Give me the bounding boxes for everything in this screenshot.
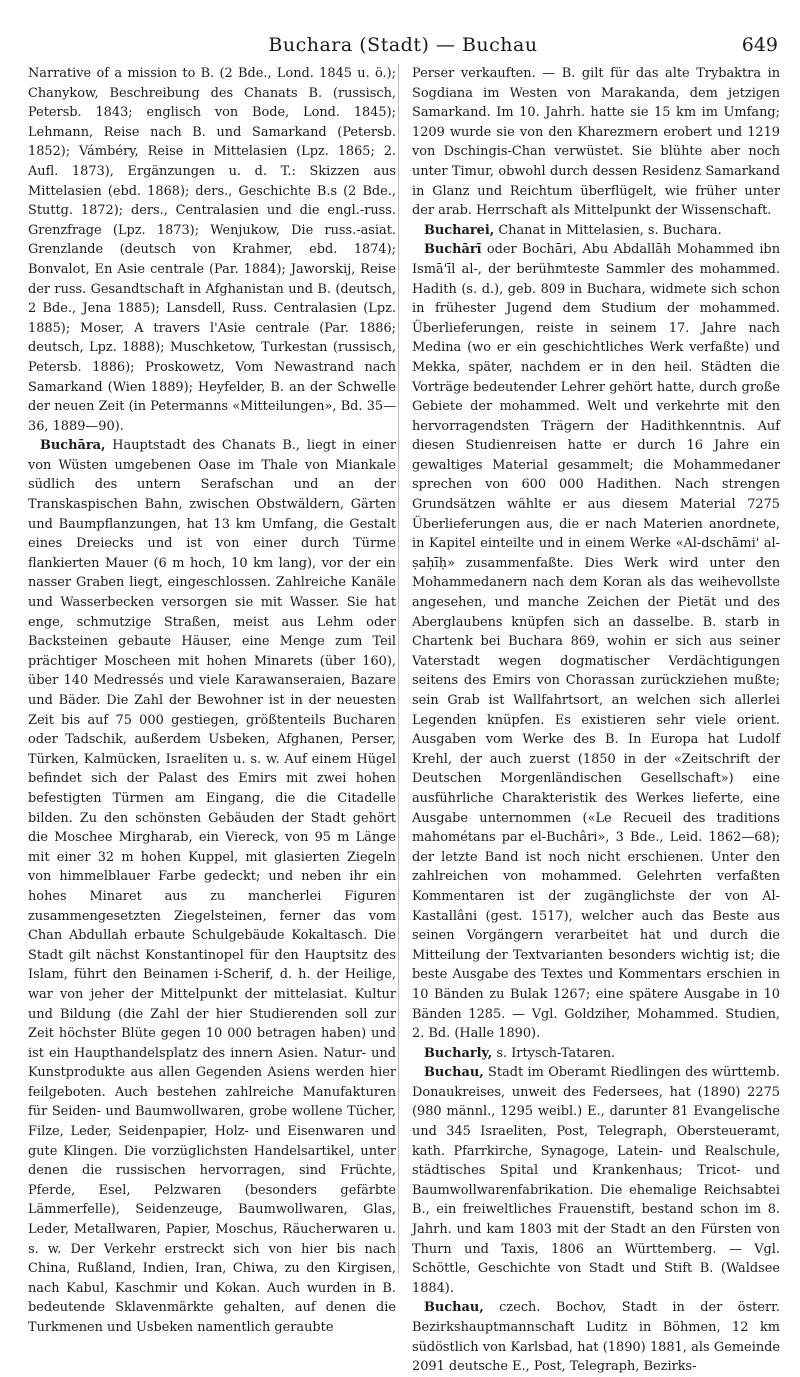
bibliography-paragraph: Narrative of a mission to B. (2 Bde., Lond. 1845 u. ö.); Chanykow, Beschreibung des Chanats B. (russisch, Petersb. 1843; englisch von Bode, Lond. 1845); Lehmann, Reise nach B. und Samarkand (Petersb. 1852); Vámbéry, Reise in Mittelasien (Lpz. 1865; 2. Aufl. 1873), Ergänzungen u. d. T.: Skizzen aus Mittelasien (ebd. 1868); ders., Geschichte B.s (2 Bde., Stuttg. 1872); ders., Centralasien und die engl.-russ. Grenzfrage (Lpz. 1873); Wenjukow, Die russ.-asiat. Grenzlande (deutsch von Krahmer, ebd. 1874); Bonvalot, En Asie centrale (Par. 1884); Jaworskij, Reise der russ. Gesandtschaft in Afghanistan und B. (deutsch, 2 Bde., Jena 1885); Lansdell, Russ. Centralasien (Lpz. 1885); Moser, A travers l'Asie centrale (Par. 1886; deutsch, Lpz. 1888); Muschketow, Turkestan (russisch, Petersb. 1886); Proskowetz, Vom Newastrand nach Samarkand (Wien 1889); Heyfelder, B. an der Schwelle der neuen Zeit (in Petermanns «Mitteilungen», Bd. 35—36, 1889—90). — [28, 66, 396, 434]
entry-text: Chanat in Mittelasien, s. Buchara. — [494, 222, 722, 238]
headword: Buchārī — [424, 242, 482, 258]
entry-buchari — [412, 240, 780, 1043]
entry-bucharei — [412, 221, 780, 241]
headword: Bucharly, — [424, 1045, 493, 1061]
entry-buchau-boehmen — [412, 1298, 780, 1376]
entry-buchau-wuerttemberg — [412, 1063, 780, 1298]
right-column — [412, 64, 780, 1377]
headword: Buchau, — [424, 1300, 484, 1316]
entry-buchara — [28, 436, 396, 1337]
continuation-paragraph: Perser verkauften. — B. gilt für das alte Trybaktra in Sogdiana im Westen von Marakanda, dem jetzigen Samarkand. Im 10. Jahrh. hatte sie 15 km im Umfang; 1209 wurde sie von den Kharezmern erobert und 1219 von Dschingis-Chan verwüstet. Sie blühte aber noch unter Timur, obwohl durch dessen Residenz Samarkand in Glanz und Reichtum überflügelt, wie früher unter der arab. Herrschaft als Mittelpunkt der Wissenschaft. — [412, 66, 780, 219]
page-header — [28, 26, 778, 62]
entry-text: oder Bochāri, Abu Abdallāh Mohammed ibn Ismā'īl al-, der berühmteste Sammler des mohammed. Hadith (s. d.), geb. 809 in Buchara, widmete sich schon in frühester Jugend dem Studium der mohammed. Überlieferungen, reiste in seinem 17. Jahre nach Medina (wo er ein geschichtliches Werk verfaßte) und Mekka, später, nachdem er in den heil. Städten die Vorträge bedeutender Lehrer gehört hatte, durch große Gebiete der mohammed. Welt und verkehrte mit den hervorragendsten Trägern der Hadithkenntnis. Auf diesen Studienreisen hatte er durch 16 Jahre ein gewaltiges Material gesammelt; die Mohammedaner sprechen von 600 000 Hadithen. Nach strengen Grundsätzen wählte er aus diesem Material 7275 Überlieferungen aus, die er nach Materien anordnete, in Kapitel einteilte und in einem Werke «Al-dschāmi' al-ṣaḥīḥ» zusammenfaßte. Dies Werk wird unter den Mohammedanern nach dem Koran als das weihevollste angesehen, und manche Zeichen der Pietät und des Aberglaubens knüpfen sich an dasselbe. B. starb in Chartenk bei Buchara 869, wohin er sich aus seiner Vaterstadt wegen dogmatischer Verdächtigungen seitens des Emirs von Chorassan zurückziehen mußte; sein Grab ist Wallfahrtsort, an welchen sich allerlei Legenden knüpfen. Es existieren sehr viele orient. Ausgaben vom Werke des B. In Europa hat Ludolf Krehl, der auch zuerst (1850 in der «Zeitschrift der Deutschen Morgenländischen Gesellschaft») eine ausführliche Charakteristik des Werkes lieferte, eine Ausgabe unternommen («Le Recueil des traditions mahométans par el-Buchâri», 3 Bde., Leid. 1862—68); der letzte Band ist noch nicht erschienen. Unter den zahlreichen von mohammed. Gelehrten verfaßten Kommentaren ist der zugänglichste der von Al-Kastallâni (gest. 1517), welcher auch das Beste aus seinen Vorgängern verarbeitet hat und durch die Mitteilung der Textvarianten besonders wichtig ist; die beste Ausgabe des Textes und Kommentars erschien in 10 Bänden zu Bulak 1267; eine spätere Ausgabe in 10 Bänden 1285. — Vgl. Goldziher, Mohammed. Studien, 2. Bd. (Halle 1890). — [412, 242, 780, 1042]
entry-text: Hauptstadt des Chanats B., liegt in einer von Wüsten umgebenen Oase im Thale von Miankale südlich des untern Serafschan und an der Transkaspischen Bahn, zwischen Obstwäldern, Gärten und Baumpflanzungen, hat 13 km Umfang, die Gestalt eines Dreiecks und ist von einer durch Türme flankierten Mauer (6 m hoch, 10 km lang), vor der ein nasser Graben liegt, eingeschlossen. Zahlreiche Kanäle und Wasserbecken versorgen sie mit Wasser. Sie hat enge, schmutzige Straßen, meist aus Lehm oder Backsteinen gebaute Häuser, eine Menge zum Teil prächtiger Moscheen mit hohen Minarets (über 160), über 140 Medressés und viele Karawanseraien, Bazare und Bäder. Die Zahl der Bewohner ist in der neuesten Zeit bis auf 75 000 gestiegen, größtenteils Bucharen oder Tadschik, außerdem Usbeken, Afghanen, Perser, Türken, Kalmücken, Israeliten u. s. w. Auf einem Hügel befindet sich der Palast des Emirs mit zwei hohen befestigten Türmen am Eingang, die die Citadelle bilden. Zu den schönsten Gebäuden der Stadt gehört die Moschee Mirgharab, ein Viereck, von 95 m Länge mit einer 32 m hohen Kuppel, mit glasierten Ziegeln von himmelblauer Farbe gedeckt; und neben ihr ein hohes Minaret aus zu mancherlei Figuren zusammengesetzten Ziegelsteinen, ferner das vom Chan Abdullah erbaute Schulgebäude Kokaltasch. Die Stadt gilt nächst Konstantinopel für den Hauptsitz des Islam, führt den Beinamen i-Scherif, d. h. der Heilige, war von jeher der Mittelpunkt der mittelasiat. Kultur und Bildung (die Zahl der hier Studierenden soll zur Zeit höchster Blüte gegen 10 000 betragen haben) und ist ein Haupthandelsplatz des innern Asien. Natur- und Kunstprodukte aus allen Gegenden Asiens werden hier feilgeboten. Auch bestehen zahlreiche Manufakturen für Seiden- und Baumwollwaren, grobe wollene Tücher, Filze, Leder, Seidenpapier, Holz- und Eisenwaren und gute Klingen. Die vorzüglichsten Handelsartikel, unter denen die russischen hervorragen, sind Früchte, Pferde, Esel, Pelzwaren (besonders gefärbte Lämmerfelle), Seidenzeuge, Baumwollwaren, Glas, Leder, Metallwaren, Papier, Moschus, Räucherwaren u. s. w. Der Verkehr erstreckt sich von hier bis nach China, Rußland, Indien, Iran, Chiwa, zu den Kirgisen, nach Kabul, Kaschmir und Kokan. Auch wurden in B. bedeutende Sklavenmärkte gehalten, auf denen die Turkmenen und Usbeken namentlich geraubte — [28, 438, 396, 1335]
entry-bucharly — [412, 1044, 780, 1064]
running-title: Buchara (Stadt) — Buchau — [268, 34, 538, 56]
column-divider — [398, 64, 399, 1274]
headword: Buchau, — [424, 1065, 484, 1081]
entry-text: s. Irtysch-Tataren. — [492, 1045, 616, 1061]
headword: Bucharei, — [424, 222, 495, 238]
entry-text: Stadt im Oberamt Riedlingen des württemb. Donaukreises, unweit des Federsees, hat (1890) 2275 (980 männl., 1295 weibl.) E., darunter 81 Evangelische und 345 Israeliten, Post, Telegraph, Obersteueramt, kath. Pfarrkirche, Synagoge, Latein- und Realschule, städtisches Spital und Krankenhaus; Tricot- und Baumwollwarenfabrikation. Die ehemalige Reichsabtei B., ein freiweltliches Frauenstift, bestand schon im 8. Jahrh. und kam 1803 mit der Stadt an den Fürsten von Thurn und Taxis, 1806 an Württemberg. — Vgl. Schöttle, Geschichte von Stadt und Stift B. (Waldsee 1884). — [412, 1065, 780, 1296]
left-column — [28, 64, 396, 1338]
entry-text: czech. Bochov, Stadt in der österr. Bezirkshauptmannschaft Luditz in Böhmen, 12 km südöstlich von Karlsbad, hat (1890) 1881, als Gemeinde 2091 deutsche E., Post, Telegraph, Bezirks- — [412, 1300, 780, 1375]
page-number: 649 — [741, 34, 778, 56]
headword: Buchāra, — [40, 438, 106, 454]
